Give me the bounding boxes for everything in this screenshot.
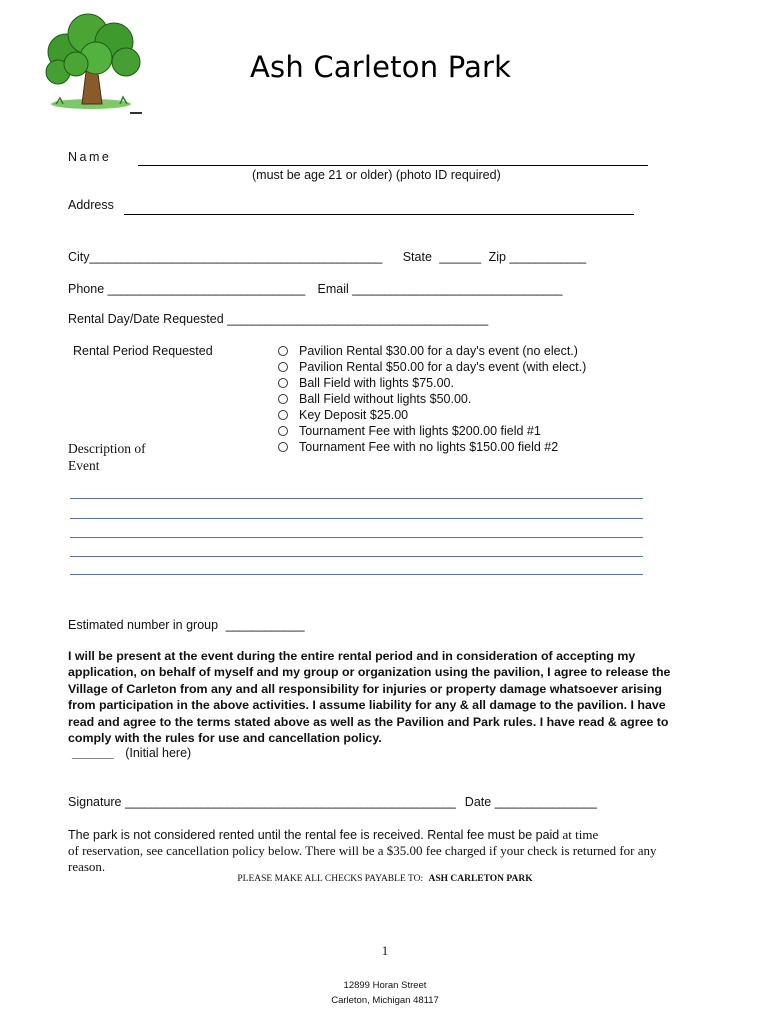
radio-icon[interactable] [278,410,288,420]
description-line-1[interactable] [70,498,643,499]
signature-field[interactable]: ____________________________________________________ [125,795,456,809]
signature-label: Signature [68,795,122,809]
option-tournament-no-lights[interactable] [278,439,558,455]
zip-field[interactable]: ____________ [509,250,586,264]
estimated-row [68,618,304,632]
option-tournament-lights[interactable] [278,423,541,439]
description-line-2[interactable] [70,518,643,519]
option-label: Ball Field without lights $50.00. [299,392,472,406]
radio-icon[interactable] [278,442,288,452]
radio-icon[interactable] [278,394,288,404]
checks-prefix: PLEASE MAKE ALL CHECKS PAYABLE TO: [237,874,424,884]
option-ball-field-lights[interactable] [278,375,454,391]
city-field[interactable]: ______________________________________________ [89,250,382,264]
address-field[interactable] [124,214,634,215]
footer-address-line1: 12899 Horan Street [343,980,427,991]
notice-line2: of reservation, see cancellation policy below. There will be a $35.00 fee charged if your check is returned for any [68,843,657,858]
initial-label: (Initial here) [125,746,192,760]
radio-icon[interactable] [278,346,288,356]
estimated-field[interactable]: ____________ [225,618,305,632]
page-title: Ash Carleton Park [250,50,512,84]
rental-date-label: Rental Day/Date Requested [68,312,224,326]
page-number: 1 [381,943,389,958]
date-label: Date [464,795,492,809]
description-label-line2: Event [68,458,100,473]
email-field[interactable]: _________________________________ [352,282,562,296]
option-key-deposit[interactable] [278,407,408,423]
option-label: Pavilion Rental $50.00 for a day's event (with elect.) [299,360,587,374]
agreement-text: I will be present at the event during the entire rental period and in consideration of accepting my application, on behalf of myself and my group or organization using the pavilion, I agree to release the Village of Carleton from any and all responsibility for injuries or property damage whatsoever arising from participation in the above activities. I assume liability for any & all damage to the pavilion. I have read and agree to the terms stated above as well as the Pavilion and Park rules. I have read & agree to comply with the rules for use and cancellation policy. [68,649,671,746]
phone-field[interactable]: _______________________________ [107,282,305,296]
name-note: (must be age 21 or older) (photo ID required) [252,168,501,182]
radio-icon[interactable] [278,378,288,388]
city-label: City [68,250,90,264]
state-field[interactable]: ______ [439,250,482,264]
description-label-line1: Description of [68,441,146,456]
signature-row [68,795,596,809]
description-line-3[interactable] [70,537,643,538]
rental-date-field[interactable]: _________________________________________ [227,312,488,326]
footer-address [0,978,770,1008]
name-field[interactable] [138,165,648,166]
description-label [68,440,146,474]
option-label: Tournament Fee with lights $200.00 field #1 [299,424,541,438]
city-state-zip-row [68,250,586,264]
option-pavilion-with-elect[interactable] [278,359,586,375]
notice-line1-end: at time [559,827,599,842]
option-label: Pavilion Rental $30.00 for a day's event (no elect.) [299,344,578,358]
rental-period-label: Rental Period Requested [73,344,213,358]
tree-logo [36,12,148,118]
notice-line3: reason. [68,859,106,874]
description-line-5[interactable] [70,574,643,575]
phone-label: Phone [68,282,105,296]
option-label: Key Deposit $25.00 [299,408,409,422]
option-label: Tournament Fee with no lights $150.00 field #2 [299,440,559,454]
email-label: Email [317,282,349,296]
notice-line1: The park is not considered rented until the rental fee is received. Rental fee must be paid [68,828,560,842]
address-label: Address [68,198,114,212]
option-ball-field-no-lights[interactable] [278,391,471,407]
description-line-4[interactable] [70,556,643,557]
name-label: Name [68,150,112,164]
footer-address-line2: Carleton, Michigan 48117 [331,995,439,1006]
estimated-label: Estimated number in group [68,618,219,632]
radio-icon[interactable] [278,426,288,436]
initial-row [72,746,191,760]
option-label: Ball Field with lights $75.00. [299,376,454,390]
rental-date-row [68,312,488,326]
zip-label: Zip [488,250,506,264]
date-field[interactable]: ________________ [494,795,597,809]
initial-field[interactable]: ______ [72,746,114,760]
option-pavilion-no-elect[interactable] [278,343,578,359]
phone-email-row [68,282,562,296]
checks-payable [0,874,770,884]
state-label: State [402,250,432,264]
notice-text [68,827,708,875]
checks-payee: ASH CARLETON PARK [428,874,533,884]
radio-icon[interactable] [278,362,288,372]
